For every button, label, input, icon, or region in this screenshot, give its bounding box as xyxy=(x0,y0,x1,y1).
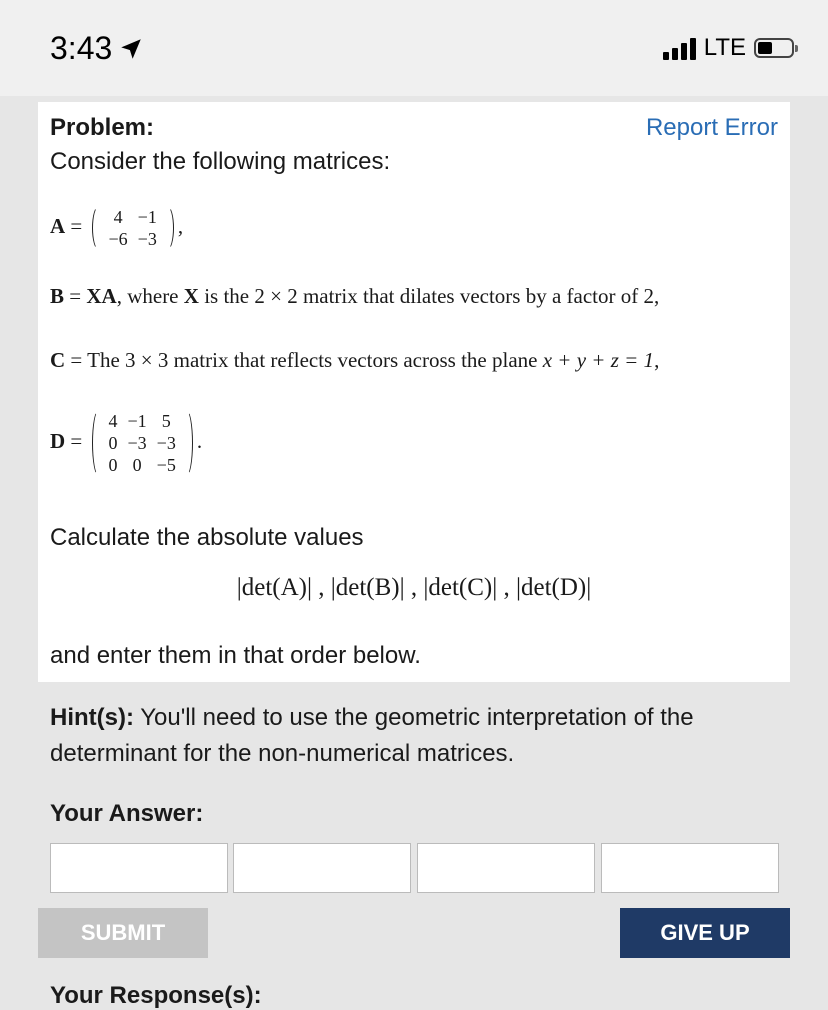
b-description: is the 2 × 2 matrix that dilates vectors by a factor of 2, xyxy=(198,284,660,308)
c-plane: x + y + z = 1 xyxy=(542,348,655,372)
clock-time: 3:43 xyxy=(50,30,113,66)
matrix-d-cell: 4 xyxy=(108,411,118,431)
answer-input-3[interactable] xyxy=(417,843,595,893)
matrix-a xyxy=(92,206,174,250)
matrix-a-cell: 4 xyxy=(113,207,123,227)
problem-title: Problem: xyxy=(50,114,155,141)
matrix-a-cell: −1 xyxy=(137,207,157,227)
c-description: = The 3 × 3 matrix that reflects vectors across the plane xyxy=(65,348,543,372)
hint xyxy=(50,700,770,772)
matrix-d-cell: 5 xyxy=(161,411,171,431)
calculate-instruction: Calculate the absolute values xyxy=(50,524,364,551)
submit-button[interactable]: SUBMIT xyxy=(38,908,208,958)
status-bar xyxy=(0,0,828,96)
signal-strength-icon xyxy=(663,36,696,60)
hint-text: You'll need to use the geometric interpretation of the determinant for the non-numerical matrices. xyxy=(50,704,694,767)
give-up-button[interactable]: GIVE UP xyxy=(620,908,790,958)
matrix-a-definition: A = 4 −1 −6 −3 , xyxy=(50,207,184,249)
b-equals: = xyxy=(64,284,87,308)
b-where: , where xyxy=(116,284,184,308)
matrix-a-cell: −6 xyxy=(108,229,128,249)
clock xyxy=(50,30,144,67)
determinant-expression: |det(A)| , |det(B)| , |det(C)| , |det(D)| xyxy=(236,574,592,601)
enter-instruction: and enter them in that order below. xyxy=(50,642,421,669)
your-responses-label: Your Response(s): xyxy=(50,982,262,1009)
matrix-a-label: A xyxy=(50,213,66,238)
your-answer-label: Your Answer: xyxy=(50,800,204,827)
matrix-d-cell: −3 xyxy=(156,433,176,453)
matrix-c-definition xyxy=(50,348,659,373)
matrix-d-definition: D = 4 −1 5 0 −3 −3 0 0 −5 . xyxy=(50,411,203,475)
problem-intro: Consider the following matrices: xyxy=(50,148,391,175)
status-indicators xyxy=(663,34,794,62)
matrix-d-cell: 0 xyxy=(108,433,118,453)
network-type: LTE xyxy=(703,34,746,61)
b-rhs: XA xyxy=(86,284,117,308)
matrix-d-cell: 0 xyxy=(132,455,142,475)
matrix-d-label: D xyxy=(50,428,66,453)
report-error-link[interactable]: Report Error xyxy=(645,114,778,141)
matrix-b-label: B xyxy=(50,284,65,308)
matrix-d xyxy=(92,410,193,476)
hint-label: Hint(s): xyxy=(50,704,134,731)
matrix-b-definition xyxy=(50,284,659,309)
matrix-d-cell: −3 xyxy=(127,433,147,453)
problem-card xyxy=(38,102,790,682)
battery-icon xyxy=(754,38,794,58)
c-end: , xyxy=(654,348,660,372)
matrix-a-cell: −3 xyxy=(137,229,157,249)
matrix-c-label: C xyxy=(50,348,66,372)
matrix-d-cell: −1 xyxy=(127,411,147,431)
matrix-d-cell: 0 xyxy=(108,455,118,475)
answer-input-2[interactable] xyxy=(233,843,411,893)
b-x-label: X xyxy=(183,284,199,308)
answer-input-1[interactable] xyxy=(50,843,228,893)
location-arrow-icon xyxy=(118,36,144,62)
answer-input-4[interactable] xyxy=(601,843,779,893)
matrix-d-cell: −5 xyxy=(156,455,176,475)
